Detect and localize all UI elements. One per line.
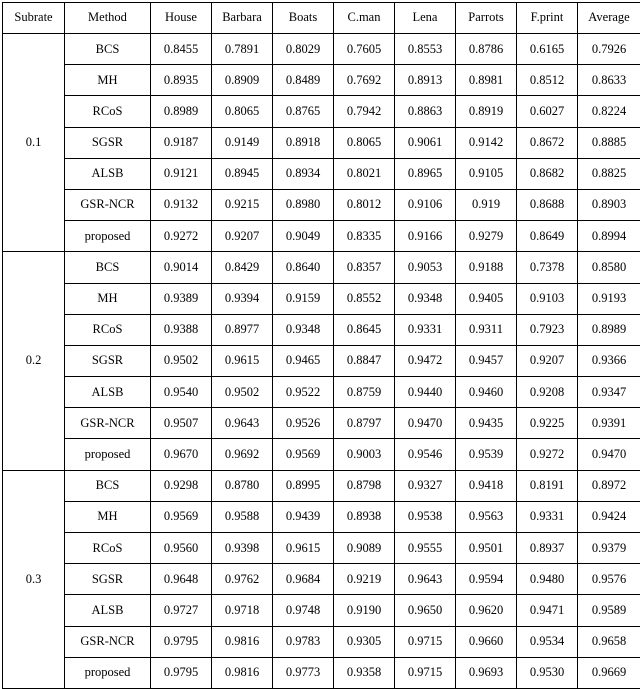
value-cell: 0.8918 [273, 127, 334, 158]
subrate-cell: 0.3 [3, 470, 65, 688]
value-cell: 0.9014 [151, 252, 212, 283]
value-cell: 0.9398 [212, 533, 273, 564]
method-cell: RCoS [65, 96, 151, 127]
value-cell: 0.8981 [456, 65, 517, 96]
value-cell: 0.9190 [334, 595, 395, 626]
value-cell: 0.8759 [334, 377, 395, 408]
value-cell: 0.9795 [151, 657, 212, 688]
value-cell: 0.9563 [456, 501, 517, 532]
column-header-lena: Lena [395, 3, 456, 34]
column-header-method: Method [65, 3, 151, 34]
method-cell: RCoS [65, 533, 151, 564]
column-header-boats: Boats [273, 3, 334, 34]
value-cell: 0.9501 [456, 533, 517, 564]
value-cell: 0.8994 [578, 221, 640, 252]
value-cell: 0.9089 [334, 533, 395, 564]
value-cell: 0.8847 [334, 345, 395, 376]
value-cell: 0.9540 [151, 377, 212, 408]
table-row [3, 408, 640, 439]
value-cell: 0.9457 [456, 345, 517, 376]
value-cell: 0.8935 [151, 65, 212, 96]
value-cell: 0.9049 [273, 221, 334, 252]
value-cell: 0.9526 [273, 408, 334, 439]
method-cell: SGSR [65, 127, 151, 158]
value-cell: 0.9272 [151, 221, 212, 252]
value-cell: 0.9298 [151, 470, 212, 501]
value-cell: 0.7692 [334, 65, 395, 96]
table-row [3, 626, 640, 657]
table-body [3, 34, 640, 689]
value-cell: 0.8863 [395, 96, 456, 127]
value-cell: 0.8913 [395, 65, 456, 96]
value-cell: 0.8552 [334, 283, 395, 314]
value-cell: 0.8989 [151, 96, 212, 127]
value-cell: 0.9715 [395, 657, 456, 688]
value-cell: 0.8489 [273, 65, 334, 96]
value-cell: 0.9424 [578, 501, 640, 532]
table-row [3, 314, 640, 345]
column-header-subrate: Subrate [3, 3, 65, 34]
method-cell: GSR-NCR [65, 189, 151, 220]
value-cell: 0.9208 [517, 377, 578, 408]
value-cell: 0.8688 [517, 189, 578, 220]
value-cell: 0.9394 [212, 283, 273, 314]
table-row [3, 252, 640, 283]
value-cell: 0.8553 [395, 34, 456, 65]
table-row [3, 564, 640, 595]
value-cell: 0.9589 [578, 595, 640, 626]
value-cell: 0.8580 [578, 252, 640, 283]
table-row [3, 127, 640, 158]
value-cell: 0.8786 [456, 34, 517, 65]
value-cell: 0.9132 [151, 189, 212, 220]
column-header-c-man: C.man [334, 3, 395, 34]
value-cell: 0.9669 [578, 657, 640, 688]
value-cell: 0.7378 [517, 252, 578, 283]
method-cell: proposed [65, 439, 151, 470]
value-cell: 0.8938 [334, 501, 395, 532]
method-cell: BCS [65, 470, 151, 501]
value-cell: 0.6027 [517, 96, 578, 127]
value-cell: 0.9773 [273, 657, 334, 688]
table-row [3, 377, 640, 408]
value-cell: 0.9762 [212, 564, 273, 595]
value-cell: 0.7605 [334, 34, 395, 65]
value-cell: 0.9272 [517, 439, 578, 470]
value-cell: 0.9522 [273, 377, 334, 408]
method-cell: SGSR [65, 345, 151, 376]
value-cell: 0.9693 [456, 657, 517, 688]
value-cell: 0.9748 [273, 595, 334, 626]
value-cell: 0.8885 [578, 127, 640, 158]
table-row [3, 158, 640, 189]
column-header-parrots: Parrots [456, 3, 517, 34]
value-cell: 0.8065 [334, 127, 395, 158]
value-cell: 0.9684 [273, 564, 334, 595]
value-cell: 0.8335 [334, 221, 395, 252]
value-cell: 0.8191 [517, 470, 578, 501]
value-cell: 0.9538 [395, 501, 456, 532]
table-row [3, 65, 640, 96]
value-cell: 0.9470 [578, 439, 640, 470]
value-cell: 0.9502 [212, 377, 273, 408]
value-cell: 0.9670 [151, 439, 212, 470]
value-cell: 0.9715 [395, 626, 456, 657]
method-cell: GSR-NCR [65, 626, 151, 657]
table-row [3, 657, 640, 688]
value-cell: 0.8640 [273, 252, 334, 283]
table-header [3, 3, 640, 34]
value-cell: 0.9795 [151, 626, 212, 657]
table-row [3, 283, 640, 314]
value-cell: 0.9331 [395, 314, 456, 345]
value-cell: 0.9569 [151, 501, 212, 532]
value-cell: 0.9615 [212, 345, 273, 376]
method-cell: BCS [65, 34, 151, 65]
value-cell: 0.9391 [578, 408, 640, 439]
value-cell: 0.9546 [395, 439, 456, 470]
value-cell: 0.8903 [578, 189, 640, 220]
value-cell: 0.9555 [395, 533, 456, 564]
value-cell: 0.7926 [578, 34, 640, 65]
results-table [2, 2, 640, 689]
value-cell: 0.8965 [395, 158, 456, 189]
table-row [3, 501, 640, 532]
value-cell: 0.8429 [212, 252, 273, 283]
value-cell: 0.9366 [578, 345, 640, 376]
value-cell: 0.8455 [151, 34, 212, 65]
value-cell: 0.9643 [212, 408, 273, 439]
value-cell: 0.9207 [517, 345, 578, 376]
value-cell: 0.9348 [273, 314, 334, 345]
value-cell: 0.9507 [151, 408, 212, 439]
value-cell: 0.9576 [578, 564, 640, 595]
value-cell: 0.8919 [456, 96, 517, 127]
value-cell: 0.9187 [151, 127, 212, 158]
value-cell: 0.9121 [151, 158, 212, 189]
value-cell: 0.9418 [456, 470, 517, 501]
value-cell: 0.9215 [212, 189, 273, 220]
page-container [0, 2, 640, 553]
value-cell: 0.6165 [517, 34, 578, 65]
method-cell: ALSB [65, 158, 151, 189]
value-cell: 0.9142 [456, 127, 517, 158]
value-cell: 0.8021 [334, 158, 395, 189]
method-cell: ALSB [65, 377, 151, 408]
value-cell: 0.7923 [517, 314, 578, 345]
value-cell: 0.8224 [578, 96, 640, 127]
value-cell: 0.9460 [456, 377, 517, 408]
value-cell: 0.8995 [273, 470, 334, 501]
value-cell: 0.8512 [517, 65, 578, 96]
value-cell: 0.9106 [395, 189, 456, 220]
value-cell: 0.9439 [273, 501, 334, 532]
value-cell: 0.9225 [517, 408, 578, 439]
value-cell: 0.9379 [578, 533, 640, 564]
method-cell: proposed [65, 221, 151, 252]
method-cell: BCS [65, 252, 151, 283]
table-row [3, 221, 640, 252]
value-cell: 0.9405 [456, 283, 517, 314]
value-cell: 0.8065 [212, 96, 273, 127]
value-cell: 0.8980 [273, 189, 334, 220]
method-cell: RCoS [65, 314, 151, 345]
method-cell: GSR-NCR [65, 408, 151, 439]
value-cell: 0.8797 [334, 408, 395, 439]
column-header-house: House [151, 3, 212, 34]
value-cell: 0.9105 [456, 158, 517, 189]
table-row [3, 595, 640, 626]
value-cell: 0.9643 [395, 564, 456, 595]
value-cell: 0.9620 [456, 595, 517, 626]
table-row [3, 345, 640, 376]
value-cell: 0.8357 [334, 252, 395, 283]
value-cell: 0.9440 [395, 377, 456, 408]
value-cell: 0.8798 [334, 470, 395, 501]
value-cell: 0.9783 [273, 626, 334, 657]
value-cell: 0.7891 [212, 34, 273, 65]
value-cell: 0.9166 [395, 221, 456, 252]
value-cell: 0.9727 [151, 595, 212, 626]
value-cell: 0.9569 [273, 439, 334, 470]
value-cell: 0.9388 [151, 314, 212, 345]
table-header-row [3, 3, 640, 34]
value-cell: 0.8989 [578, 314, 640, 345]
value-cell: 0.9560 [151, 533, 212, 564]
value-cell: 0.8012 [334, 189, 395, 220]
value-cell: 0.9648 [151, 564, 212, 595]
value-cell: 0.9061 [395, 127, 456, 158]
value-cell: 0.9331 [517, 501, 578, 532]
value-cell: 0.9539 [456, 439, 517, 470]
value-cell: 0.8934 [273, 158, 334, 189]
value-cell: 0.8649 [517, 221, 578, 252]
value-cell: 0.9219 [334, 564, 395, 595]
value-cell: 0.9588 [212, 501, 273, 532]
value-cell: 0.9311 [456, 314, 517, 345]
value-cell: 0.9193 [578, 283, 640, 314]
value-cell: 0.9327 [395, 470, 456, 501]
value-cell: 0.8645 [334, 314, 395, 345]
column-header-barbara: Barbara [212, 3, 273, 34]
table-row [3, 533, 640, 564]
value-cell: 0.9660 [456, 626, 517, 657]
value-cell: 0.8765 [273, 96, 334, 127]
value-cell: 0.919 [456, 189, 517, 220]
value-cell: 0.9530 [517, 657, 578, 688]
method-cell: SGSR [65, 564, 151, 595]
value-cell: 0.8972 [578, 470, 640, 501]
value-cell: 0.9480 [517, 564, 578, 595]
value-cell: 0.9348 [395, 283, 456, 314]
value-cell: 0.9615 [273, 533, 334, 564]
value-cell: 0.9149 [212, 127, 273, 158]
value-cell: 0.9435 [456, 408, 517, 439]
value-cell: 0.8825 [578, 158, 640, 189]
value-cell: 0.9053 [395, 252, 456, 283]
value-cell: 0.9347 [578, 377, 640, 408]
value-cell: 0.9207 [212, 221, 273, 252]
value-cell: 0.7942 [334, 96, 395, 127]
table-row [3, 470, 640, 501]
table-row [3, 439, 640, 470]
value-cell: 0.9534 [517, 626, 578, 657]
value-cell: 0.9159 [273, 283, 334, 314]
value-cell: 0.9470 [395, 408, 456, 439]
method-cell: ALSB [65, 595, 151, 626]
value-cell: 0.9502 [151, 345, 212, 376]
value-cell: 0.9003 [334, 439, 395, 470]
method-cell: MH [65, 65, 151, 96]
method-cell: MH [65, 501, 151, 532]
column-header-f-print: F.print [517, 3, 578, 34]
value-cell: 0.8682 [517, 158, 578, 189]
value-cell: 0.9816 [212, 626, 273, 657]
value-cell: 0.9692 [212, 439, 273, 470]
subrate-cell: 0.1 [3, 34, 65, 252]
value-cell: 0.8029 [273, 34, 334, 65]
table-row [3, 34, 640, 65]
value-cell: 0.9305 [334, 626, 395, 657]
value-cell: 0.9279 [456, 221, 517, 252]
value-cell: 0.9358 [334, 657, 395, 688]
method-cell: MH [65, 283, 151, 314]
value-cell: 0.8780 [212, 470, 273, 501]
value-cell: 0.9816 [212, 657, 273, 688]
value-cell: 0.8909 [212, 65, 273, 96]
value-cell: 0.8977 [212, 314, 273, 345]
value-cell: 0.8945 [212, 158, 273, 189]
value-cell: 0.9103 [517, 283, 578, 314]
column-header-average: Average [578, 3, 640, 34]
value-cell: 0.9465 [273, 345, 334, 376]
value-cell: 0.9594 [456, 564, 517, 595]
value-cell: 0.9718 [212, 595, 273, 626]
value-cell: 0.9658 [578, 626, 640, 657]
value-cell: 0.9389 [151, 283, 212, 314]
subrate-cell: 0.2 [3, 252, 65, 470]
table-row [3, 96, 640, 127]
value-cell: 0.9188 [456, 252, 517, 283]
value-cell: 0.9471 [517, 595, 578, 626]
value-cell: 0.8633 [578, 65, 640, 96]
table-row [3, 189, 640, 220]
value-cell: 0.9650 [395, 595, 456, 626]
method-cell: proposed [65, 657, 151, 688]
value-cell: 0.9472 [395, 345, 456, 376]
value-cell: 0.8937 [517, 533, 578, 564]
value-cell: 0.8672 [517, 127, 578, 158]
